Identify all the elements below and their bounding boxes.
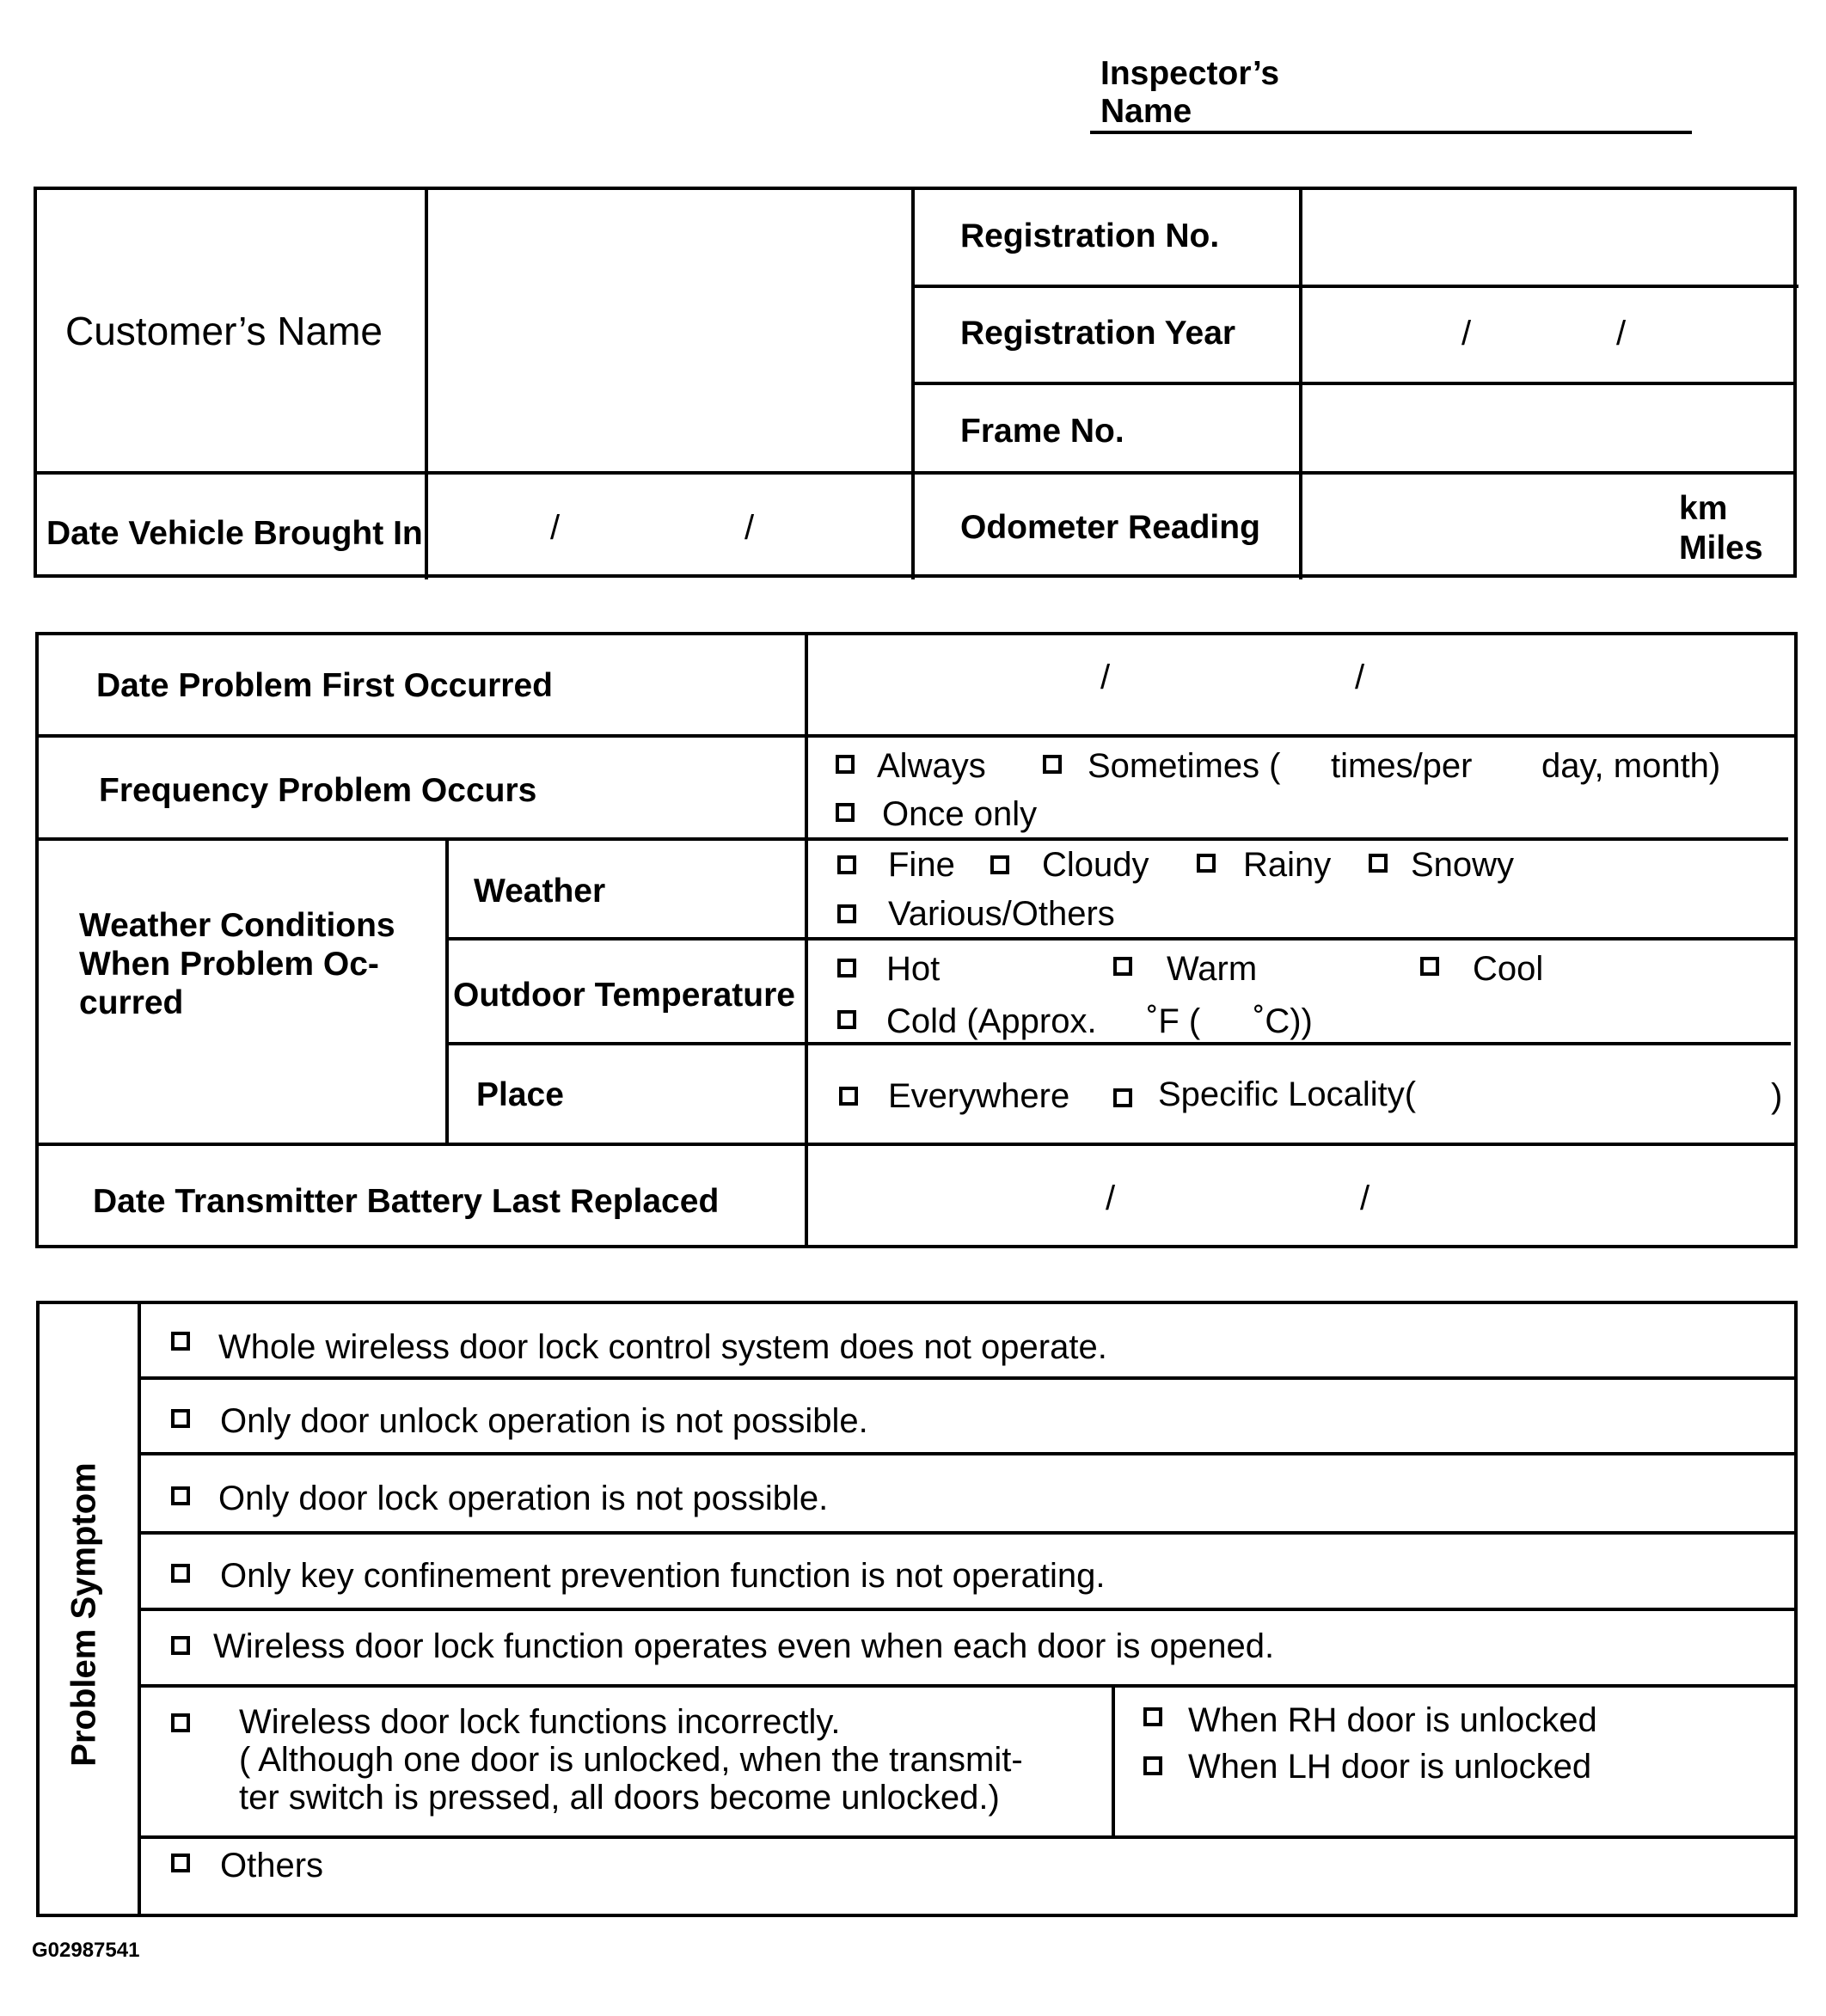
customer-name-label: Customer’s Name bbox=[65, 309, 383, 353]
symptom-2-checkbox[interactable] bbox=[171, 1409, 190, 1428]
freq-day-month-label: day, month) bbox=[1541, 747, 1721, 785]
weather-conditions-line2: When Problem Oc- bbox=[79, 946, 379, 983]
temp-hot-checkbox[interactable] bbox=[837, 959, 856, 977]
inspector-label-line2: Name bbox=[1100, 93, 1192, 130]
weather-label: Weather bbox=[474, 873, 606, 910]
symptom-6-label bbox=[239, 1703, 1023, 1817]
symptom-6-lh-checkbox[interactable] bbox=[1143, 1756, 1162, 1775]
weather-rainy-checkbox[interactable] bbox=[1197, 854, 1216, 873]
weather-fine-checkbox[interactable] bbox=[837, 855, 856, 874]
weather-cloudy-label: Cloudy bbox=[1042, 846, 1149, 884]
inspector-label-line1: Inspector’s bbox=[1100, 55, 1280, 92]
place-everywhere-label: Everywhere bbox=[888, 1077, 1070, 1115]
place-specific-checkbox[interactable] bbox=[1113, 1088, 1132, 1107]
odometer-reading-label: Odometer Reading bbox=[960, 509, 1260, 546]
freq-always-checkbox[interactable] bbox=[836, 755, 855, 774]
weather-conditions-line1: Weather Conditions bbox=[79, 907, 395, 944]
symptom-6-rh-checkbox[interactable] bbox=[1143, 1707, 1162, 1726]
temp-warm-checkbox[interactable] bbox=[1113, 957, 1132, 976]
freq-once-only-checkbox[interactable] bbox=[836, 803, 855, 822]
weather-cloudy-checkbox[interactable] bbox=[990, 855, 1009, 874]
date-transmitter-battery-label: Date Transmitter Battery Last Replaced bbox=[93, 1183, 720, 1220]
date-brought-in-slash-2: / bbox=[744, 509, 755, 547]
date-vehicle-brought-in-label: Date Vehicle Brought In bbox=[46, 515, 423, 552]
frame-no-field[interactable] bbox=[1302, 385, 1793, 471]
symptom-1-checkbox[interactable] bbox=[171, 1332, 190, 1351]
symptom-7-label: Others bbox=[220, 1847, 324, 1884]
symptom-3-label: Only door lock operation is not possible. bbox=[218, 1480, 829, 1517]
figure-id: G02987541 bbox=[32, 1939, 140, 1962]
frequency-problem-occurs-label: Frequency Problem Occurs bbox=[99, 772, 537, 809]
inspector-name-field[interactable] bbox=[1090, 131, 1692, 134]
date-problem-first-occurred-label: Date Problem First Occurred bbox=[96, 667, 553, 704]
temp-cold-label: Cold (Approx. bbox=[886, 1002, 1097, 1040]
temp-unit-c: ˚C)) bbox=[1253, 1002, 1313, 1040]
weather-rainy-label: Rainy bbox=[1243, 846, 1332, 884]
symptom-4-checkbox[interactable] bbox=[171, 1564, 190, 1583]
symptom-5-checkbox[interactable] bbox=[171, 1636, 190, 1655]
weather-various-label: Various/Others bbox=[888, 895, 1115, 933]
weather-conditions-label bbox=[79, 906, 395, 1022]
frame-no-label: Frame No. bbox=[960, 413, 1124, 450]
inspector-label bbox=[1100, 55, 1279, 131]
place-everywhere-checkbox[interactable] bbox=[839, 1087, 858, 1106]
registration-year-slash-1: / bbox=[1461, 315, 1472, 352]
date-battery-slash-2: / bbox=[1360, 1180, 1370, 1217]
customer-name-field[interactable] bbox=[428, 190, 911, 471]
symptom-7-checkbox[interactable] bbox=[171, 1854, 190, 1872]
problem-symptom-heading: Problem Symptom bbox=[64, 1462, 103, 1767]
place-label: Place bbox=[476, 1076, 564, 1113]
date-brought-in-slash-1: / bbox=[550, 509, 561, 547]
symptom-6-rh-label: When RH door is unlocked bbox=[1188, 1701, 1597, 1739]
temp-unit-f: ˚F ( bbox=[1147, 1002, 1201, 1040]
temp-cool-label: Cool bbox=[1473, 950, 1544, 988]
date-first-occurred-slash-1: / bbox=[1100, 659, 1111, 696]
weather-snowy-checkbox[interactable] bbox=[1369, 854, 1388, 873]
symptom-6-line2: ( Although one door is unlocked, when the transmit- bbox=[239, 1741, 1023, 1779]
freq-once-only-label: Once only bbox=[882, 795, 1038, 833]
temp-cold-checkbox[interactable] bbox=[837, 1010, 856, 1029]
freq-times-per-label: times/per bbox=[1331, 747, 1473, 785]
symptom-6-line3: ter switch is pressed, all doors become unlocked.) bbox=[239, 1779, 1000, 1817]
symptom-1-label: Whole wireless door lock control system does not operate. bbox=[218, 1328, 1107, 1366]
place-specific-label: Specific Locality( bbox=[1158, 1075, 1417, 1113]
temp-hot-label: Hot bbox=[886, 950, 941, 988]
symptom-5-label: Wireless door lock function operates even when each door is opened. bbox=[213, 1627, 1275, 1665]
weather-snowy-label: Snowy bbox=[1411, 846, 1515, 884]
temp-cool-checkbox[interactable] bbox=[1420, 957, 1439, 976]
registration-no-field[interactable] bbox=[1302, 190, 1793, 285]
freq-sometimes-label: Sometimes ( bbox=[1088, 747, 1281, 785]
registration-no-label: Registration No. bbox=[960, 218, 1220, 254]
place-specific-close-paren: ) bbox=[1771, 1077, 1783, 1115]
symptom-3-checkbox[interactable] bbox=[171, 1486, 190, 1505]
symptom-6-lh-label: When LH door is unlocked bbox=[1188, 1748, 1592, 1786]
freq-sometimes-checkbox[interactable] bbox=[1043, 755, 1062, 774]
freq-always-label: Always bbox=[877, 747, 986, 785]
weather-various-checkbox[interactable] bbox=[837, 904, 856, 923]
date-battery-slash-1: / bbox=[1106, 1180, 1116, 1217]
symptom-4-label: Only key confinement prevention function is not operating. bbox=[220, 1557, 1106, 1595]
temp-warm-label: Warm bbox=[1167, 950, 1258, 988]
symptom-6-line1: Wireless door lock functions incorrectly. bbox=[239, 1703, 841, 1741]
odometer-unit-miles: Miles bbox=[1679, 530, 1763, 567]
odometer-unit-km: km bbox=[1679, 490, 1728, 527]
weather-conditions-line3: curred bbox=[79, 984, 184, 1021]
outdoor-temperature-label: Outdoor Temperature bbox=[453, 977, 795, 1014]
symptom-6-checkbox[interactable] bbox=[171, 1713, 190, 1732]
registration-year-slash-2: / bbox=[1616, 315, 1627, 352]
date-first-occurred-slash-2: / bbox=[1355, 659, 1365, 696]
registration-year-label: Registration Year bbox=[960, 315, 1236, 352]
symptom-2-label: Only door unlock operation is not possible. bbox=[220, 1402, 868, 1440]
weather-fine-label: Fine bbox=[888, 846, 955, 884]
